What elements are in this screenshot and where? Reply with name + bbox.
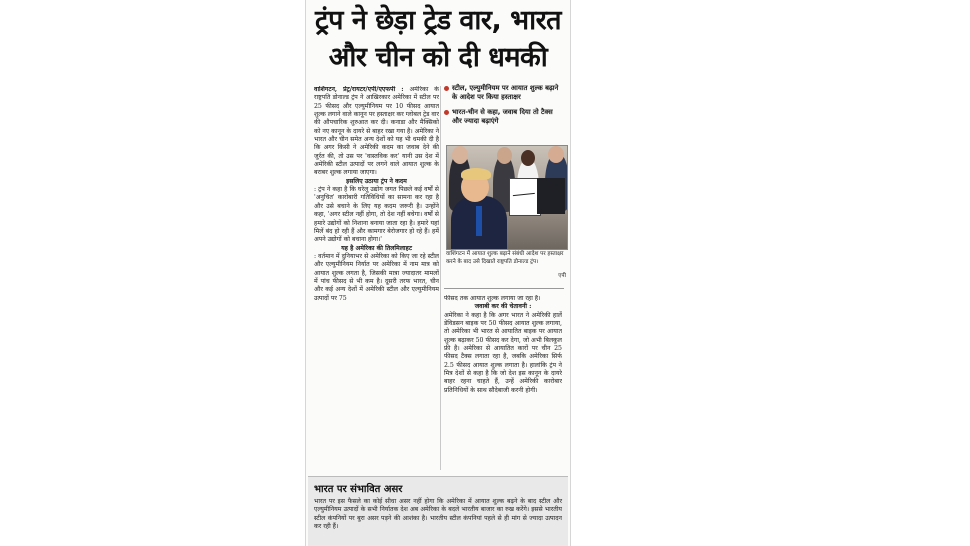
article-paragraph-1: अमेरिका के राष्ट्रपति डोनाल्ड ट्रंप ने आखिरकार अमेरिका में स्टील पर 25 फीसद और एल्युमीनियम पर 10 फीसद आयात शुल्क लगाने वाले कानून पर हस्ताक्षर कर ग्लोबल ट्रेड वार की औपचारिक शुरुआत कर दी। कनाडा और मैक्सिको को नए कानून के दायरे से बाहर रखा गया है। अमेरिका ने भारत और चीन समेत अन्य देशों को यह भी धमकी दी है कि अगर किसी ने अमेरिकी कदम का जवाब देने की जुर्रत की, तो उस पर 'वास्तविक कर' यानी उस देश में अमेरिकी स्टील उत्पादों पर लगने वाले आयात शुल्क के बराबर शुल्क लगाया जाएगा।: [314, 86, 439, 177]
article-paragraph-2: : ट्रंप ने कहा है कि घरेलू उद्योग जगत पिछले कई वर्षों से 'अनुचित' कारोबारी गतिविधियों का सामना कर रहा है और उसे बचाने के लिए यह कदम जरूरी है। उन्होंने कहा, 'अगर स्टील नहीं होगा, तो देश नहीं बचेगा। वर्षों से हमारे उद्योगों को निशाना बनाया जाता रहा है। हमारे यहां मिलें बंद हो रही हैं और कामगार बेरोजगार हो रहे हैं। हमें अपने उद्योगों को बचाना होगा।': [314, 186, 439, 244]
subhead-why: इसलिए उठाया ट्रंप ने कदम: [346, 177, 407, 185]
article-paragraph-5: अमेरिका ने कहा है कि अगर भारत ने अमेरिकी हार्ले डेविडसन बाइक पर 50 फीसद आयात शुल्क लगाया, तो अमेरिका भी भारत से आयातित बाइक पर आयात शुल्क बढ़ाकर 50 फीसद कर देगा, जो अभी बिलकुल फ्री है। अमेरिका से आयातित कारों पर चीन 25 फीसद टैक्स लगाता रहा है, जबकि अमेरिका सिर्फ 2.5 फीसद आयात शुल्क लगाता है। हालांकि ट्रंप ने मित्र देशों से कहा है कि जो देश इस कानून के दायरे बाहर रहना चाहते हैं, उन्हें अमेरिकी कारोबार प्रतिनिधियों के साथ सौदेबाजी करनी होगी।: [444, 311, 562, 394]
highlight-item-1: स्टील, एल्युमीनियम पर आयात शुल्क बढ़ाने के आदेश पर किया हस्ताक्षर: [444, 84, 564, 102]
impact-box: [308, 476, 568, 546]
headline: [306, 2, 570, 76]
subhead-retaliation: जवाबी कर की चेतावनी :: [474, 303, 532, 311]
impact-box-title: भारत पर संभावित असर: [314, 484, 403, 495]
headline-line-1: ट्रंप ने छेड़ा ट्रेड वार, भारत: [314, 5, 562, 36]
headline-line-2: और चीन को दी धमकी: [328, 42, 548, 73]
caption-divider: [444, 288, 564, 289]
subhead-us-irritation: यह है अमेरिका की तिलमिलाहट: [341, 244, 412, 252]
photo-caption-text: वाशिंगटन में आयात शुल्क बढ़ाने संबंधी आदेश पर हस्ताक्षर करने के बाद उसे दिखाते राष्ट्रपति डोनाल्ड ट्रंप।: [446, 251, 564, 266]
impact-box-body: भारत पर इस फैसले का कोई सीधा असर नहीं होगा कि अमेरिका में आयात शुल्क बढ़ने के बाद स्टील और एल्युमीनियम उत्पादों के सभी निर्यातक देश अब अमेरिका के बदले भारतीय बाजार का रुख करेंगे। इससे भारतीय स्टील कंपनियों पर बुरा असर पड़ने की आशंका है। भारतीय स्टील कंपनियां पहले से ही मांग से ज्यादा उत्पादन कर रही हैं।: [314, 498, 562, 531]
highlights-box: [444, 84, 564, 144]
photo-credit: एपी: [558, 272, 566, 279]
dateline: वाशिंगटन, प्रेट्र/रायटर/एपी/एएफपी :: [314, 86, 404, 93]
column-divider: [440, 86, 441, 470]
article-body-1: [314, 86, 439, 178]
article-paragraph-4: फीसद तक आयात शुल्क लगाया जा रहा है।: [444, 295, 541, 302]
highlight-item-2: भारत-चीन से कहा, जवाब दिया तो टैक्स और ज्यादा बढ़ाएंगे: [444, 108, 564, 126]
right-column: [444, 295, 562, 470]
photo-caption: [446, 250, 566, 280]
left-column: [314, 86, 439, 472]
news-photo: [446, 145, 568, 250]
newspaper-clipping: [306, 0, 570, 546]
article-paragraph-3: : वर्तमान में दुनियाभर से अमेरिका को किए जा रहे स्टील और एल्युमीनियम निर्यात पर अमेरिका में नाम मात्र को आयात शुल्क लगता है, जिसकी मात्रा ज्यादातर मामलों में पांच फीसद से भी कम है। दूसरी तरफ भारत, चीन और कई अन्य देशों में अमेरिकी स्टील और एल्युमीनियम उत्पादों पर 75: [314, 252, 439, 302]
